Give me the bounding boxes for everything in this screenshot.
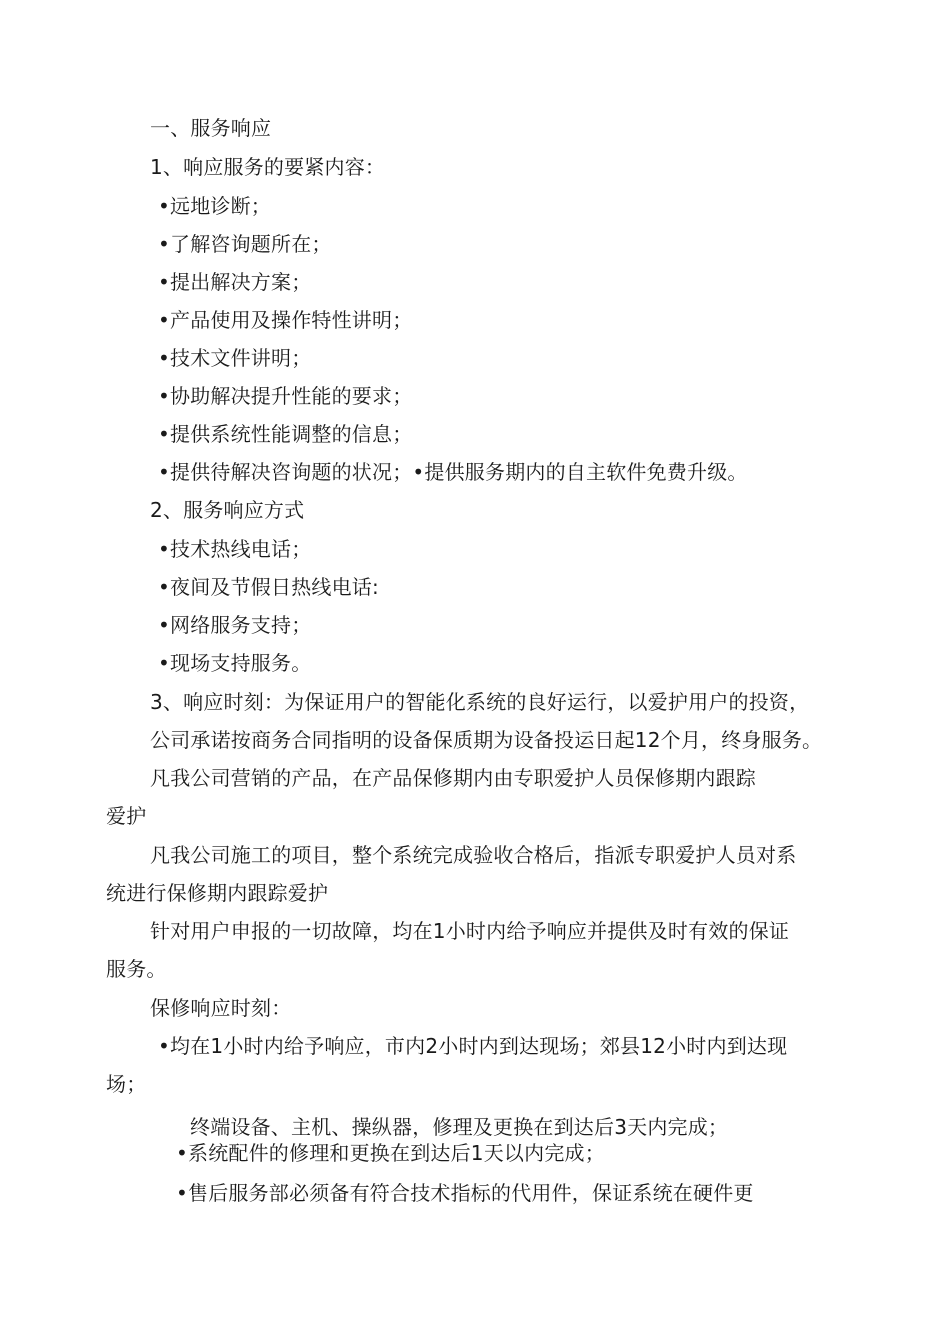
paragraph-line: 统进行保修期内跟踪爱护: [106, 881, 329, 905]
paragraph-line: 爱护: [106, 804, 147, 828]
paragraph-line: 凡我公司施工的项目，整个系统完成验收合格后，指派专职爱护人员对系: [150, 843, 797, 867]
paragraph-line: 公司承诺按商务合同指明的设备保质期为设备投运日起12个月，终身服务。: [150, 728, 823, 752]
paragraph-line: 凡我公司营销的产品，在产品保修期内由专职爱护人员保修期内跟踪: [150, 766, 756, 790]
list-item: •网络服务支持；: [158, 613, 312, 637]
subsection-heading: 2、服务响应方式: [150, 498, 305, 522]
list-item: •提供系统性能调整的信息；: [158, 422, 413, 446]
list-item: •提供待解决咨询题的状况；•提供服务期内的自主软件免费升级。: [158, 460, 748, 484]
paragraph-line: 服务。: [106, 957, 167, 981]
list-item: •了解咨询题所在；: [158, 232, 332, 256]
section-heading: 一、服务响应: [150, 116, 272, 140]
list-item: •现场支持服务。: [158, 651, 312, 675]
paragraph-line: 场；: [106, 1072, 147, 1096]
paragraph-line: 保修响应时刻：: [150, 996, 292, 1020]
subsection-heading: 1、响应服务的要紧内容：: [150, 155, 386, 179]
paragraph-line: 3、响应时刻：为保证用户的智能化系统的良好运行，以爱护用户的投资，: [150, 690, 810, 714]
list-item: •技术文件讲明；: [158, 346, 312, 370]
paragraph-line: 终端设备、主机、操纵器，修理及更换在到达后3天内完成；: [190, 1115, 729, 1139]
list-item: •技术热线电话；: [158, 537, 312, 561]
paragraph-line: 针对用户申报的一切故障，均在1小时内给予响应并提供及时有效的保证: [150, 919, 790, 943]
list-item: •均在1小时内给予响应，市内2小时内到达现场；郊县12小时内到达现: [158, 1034, 788, 1058]
list-item: •提出解决方案；: [158, 270, 312, 294]
list-item: •远地诊断；: [158, 194, 271, 218]
list-item: •协助解决提升性能的要求；: [158, 384, 413, 408]
list-item: •产品使用及操作特性讲明；: [158, 308, 413, 332]
list-item: •售后服务部必须备有符合技术指标的代用件，保证系统在硬件更: [176, 1181, 754, 1205]
list-item: •夜间及节假日热线电话:: [158, 575, 379, 599]
list-item: •系统配件的修理和更换在到达后1天以内完成；: [176, 1141, 605, 1165]
